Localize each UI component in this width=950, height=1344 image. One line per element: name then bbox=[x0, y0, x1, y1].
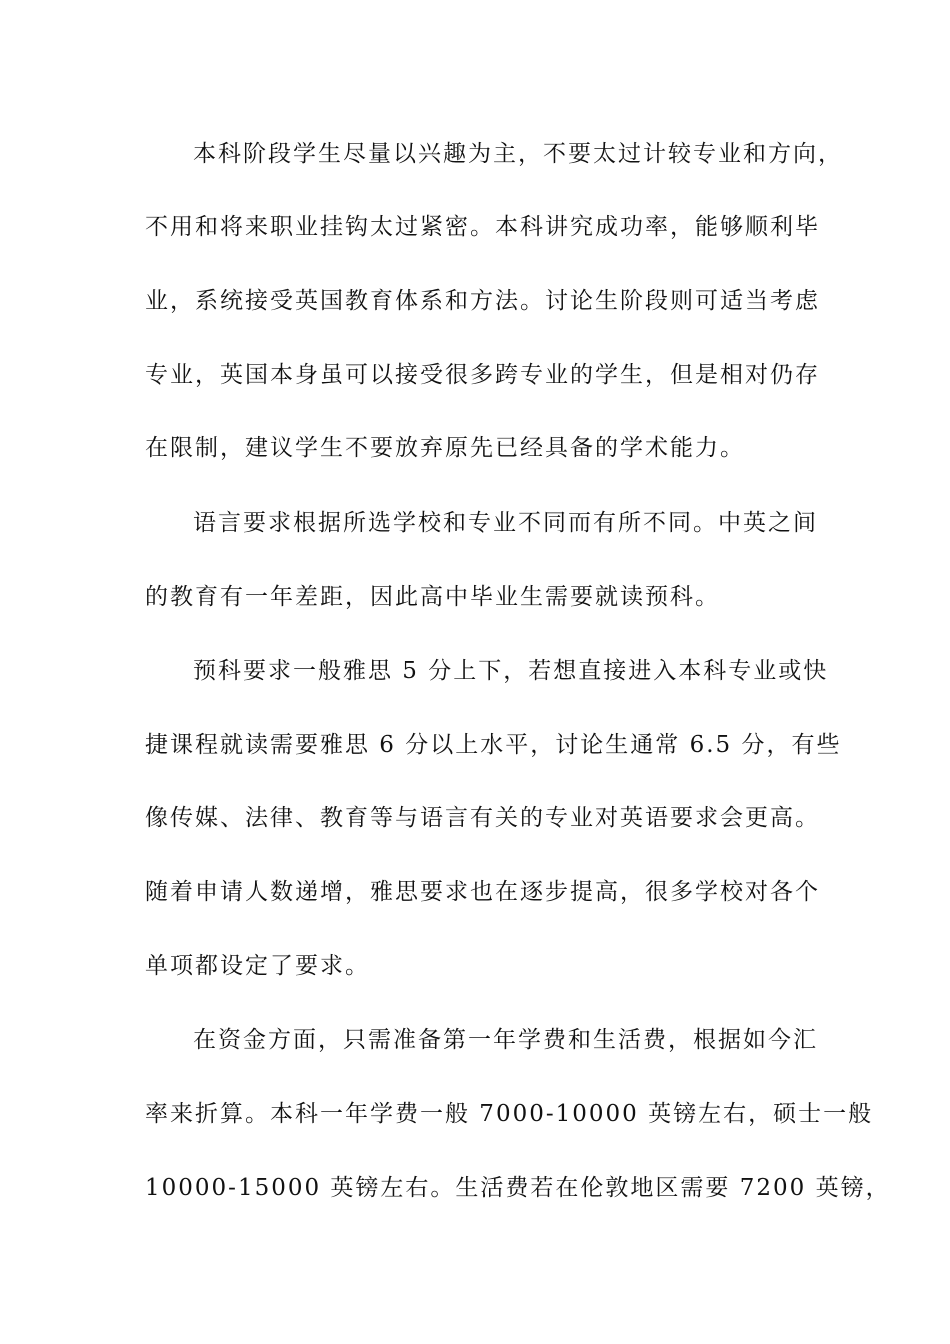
text-line: 的教育有一年差距，因此高中毕业生需要就读预科。 bbox=[145, 584, 720, 610]
text-line: 单项都设定了要求。 bbox=[145, 953, 370, 979]
text-line: 在资金方面，只需准备第一年学费和生活费，根据如今汇 bbox=[193, 1027, 818, 1053]
text-line: 在限制，建议学生不要放弃原先已经具备的学术能力。 bbox=[145, 435, 745, 461]
text-line: 10000-15000 英镑左右。生活费若在伦敦地区需要 7200 英镑， bbox=[145, 1175, 891, 1201]
text-line: 随着申请人数递增，雅思要求也在逐步提高，很多学校对各个 bbox=[145, 879, 820, 905]
text-line: 不用和将来职业挂钩太过紧密。本科讲究成功率，能够顺利毕 bbox=[145, 214, 820, 240]
text-line: 率来折算。本科一年学费一般 7000-10000 英镑左右，硕士一般 bbox=[145, 1101, 874, 1127]
text-line: 本科阶段学生尽量以兴趣为主，不要太过计较专业和方向， bbox=[193, 141, 843, 167]
text-line: 捷课程就读需要雅思 6 分以上水平，讨论生通常 6.5 分，有些 bbox=[145, 732, 842, 758]
text-line: 专业，英国本身虽可以接受很多跨专业的学生，但是相对仍存 bbox=[145, 362, 820, 388]
text-line: 业，系统接受英国教育体系和方法。讨论生阶段则可适当考虑 bbox=[145, 288, 820, 314]
text-line: 像传媒、法律、教育等与语言有关的专业对英语要求会更高。 bbox=[145, 805, 820, 831]
text-line: 语言要求根据所选学校和专业不同而有所不同。中英之间 bbox=[193, 510, 818, 536]
text-line: 预科要求一般雅思 5 分上下，若想直接进入本科专业或快 bbox=[193, 658, 829, 684]
